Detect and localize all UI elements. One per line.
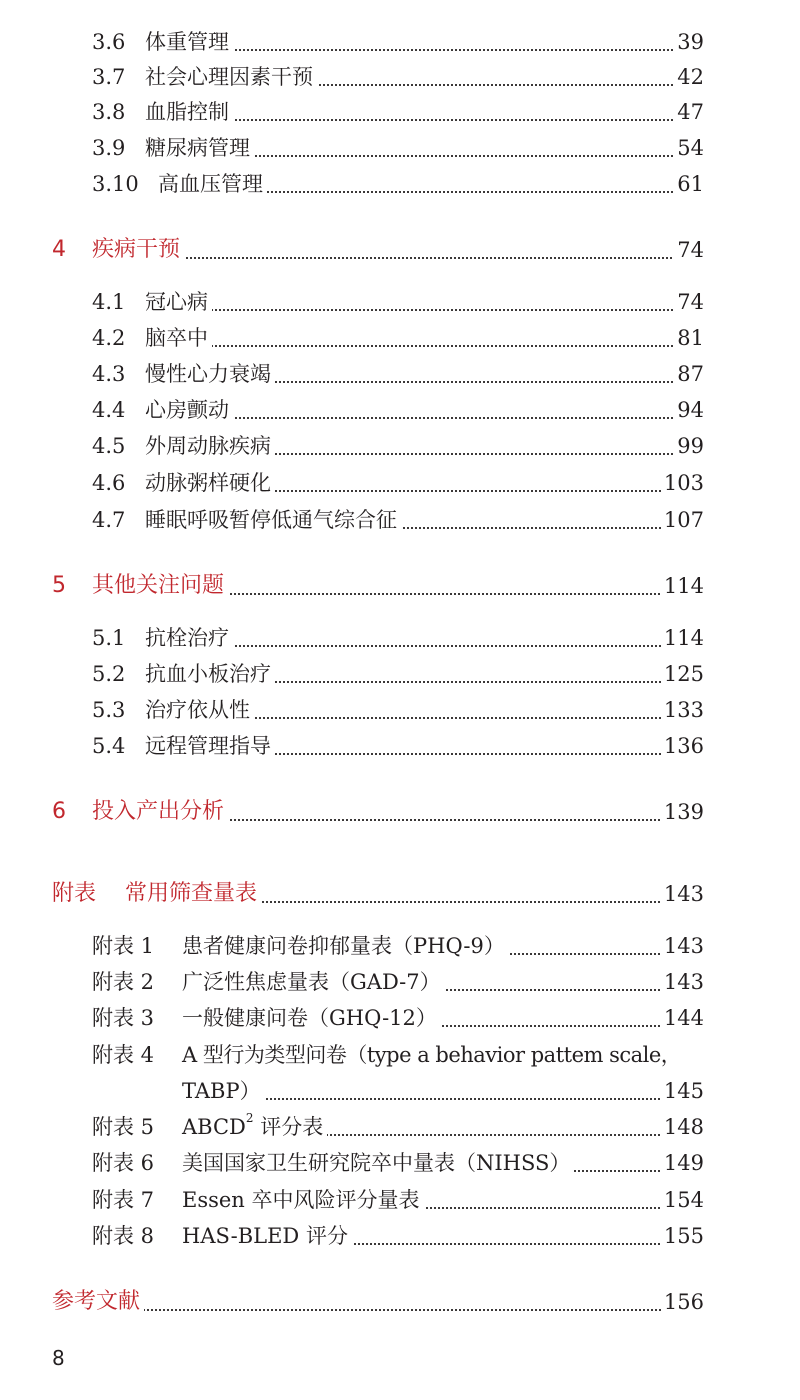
entry-title: 外周动脉疾病 <box>145 428 275 464</box>
entry-title: 心房颤动 <box>145 392 233 428</box>
toc-chapter-5[interactable] <box>0 568 800 604</box>
toc-entry-5-1[interactable] <box>0 620 800 656</box>
entry-number: 5.1 <box>92 626 126 650</box>
entry-number: 3.10 <box>92 172 139 196</box>
dot-leader <box>150 593 676 595</box>
entry-title: 体重管理 <box>145 24 233 60</box>
entry-number: 5.4 <box>92 734 126 758</box>
dot-leader <box>150 257 676 259</box>
entry-page: 107 <box>661 502 704 538</box>
appendix-item-label: 附表 1 <box>92 934 155 958</box>
page-number: 8 <box>52 1346 65 1370</box>
entry-page: 47 <box>674 94 704 130</box>
dot-leader <box>200 417 676 419</box>
appendix-item-label: 附表 5 <box>92 1115 155 1139</box>
dot-leader <box>200 155 676 157</box>
appendix-item-page: 154 <box>661 1182 704 1218</box>
appendix-item-title: 广泛性焦虑量表（GAD-7） <box>182 964 445 1000</box>
toc-entry-5-4[interactable] <box>0 728 800 764</box>
entry-title: 冠心病 <box>145 284 212 320</box>
title-superscript: 2 <box>245 1111 254 1125</box>
entry-number: 4.3 <box>92 362 126 386</box>
entry-page: 125 <box>661 656 704 692</box>
appendix-item-label: 附表 7 <box>92 1188 155 1212</box>
appendix-item-label: 附表 4 <box>92 1043 155 1067</box>
entry-title: 高血压管理 <box>158 166 267 202</box>
appendix-item-label: 附表 2 <box>92 970 155 994</box>
chapter-page: 114 <box>661 568 704 604</box>
toc-entry-4-4[interactable] <box>0 392 800 428</box>
toc-entry-4-2[interactable] <box>0 320 800 356</box>
entry-page: 87 <box>674 356 704 392</box>
entry-number: 4.2 <box>92 326 126 350</box>
dot-leader <box>200 119 676 121</box>
entry-page: 94 <box>674 392 704 428</box>
appendix-item-page: 145 <box>661 1073 704 1109</box>
entry-title: 糖尿病管理 <box>145 130 254 166</box>
toc-entry-4-1[interactable] <box>0 284 800 320</box>
appendix-item-label: 附表 3 <box>92 1006 155 1030</box>
appendix-item-title: HAS-BLED 评分 <box>182 1218 352 1254</box>
entry-number: 4.5 <box>92 434 126 458</box>
toc-entry-4-7[interactable] <box>0 502 800 538</box>
entry-number: 3.9 <box>92 136 126 160</box>
entry-page: 39 <box>674 24 704 60</box>
toc-appendix-3[interactable] <box>0 1000 800 1036</box>
chapter-page: 74 <box>674 232 704 268</box>
entry-page: 81 <box>674 320 704 356</box>
toc-appendix-1[interactable] <box>0 928 800 964</box>
toc-entry-5-3[interactable] <box>0 692 800 728</box>
appendix-item-page: 143 <box>661 928 704 964</box>
appendix-item-title-line1: A 型行为类型问卷（type a behavior pattem scale， <box>182 1043 682 1067</box>
chapter-number: 4 <box>52 237 66 262</box>
entry-page: 99 <box>674 428 704 464</box>
entry-page: 114 <box>661 620 704 656</box>
chapter-page: 139 <box>661 794 704 830</box>
dot-leader <box>250 1098 676 1100</box>
appendix-item-title: 美国国家卫生研究院卒中量表（NIHSS） <box>182 1145 574 1181</box>
appendix-item-label: 附表 6 <box>92 1151 155 1175</box>
entry-number: 3.7 <box>92 65 126 89</box>
toc-entry-3-7[interactable] <box>0 59 800 95</box>
dot-leader <box>200 717 676 719</box>
appendix-item-title: 一般健康问卷（GHQ-12） <box>182 1000 441 1036</box>
dot-leader <box>200 345 676 347</box>
toc-entry-3-9[interactable] <box>0 130 800 166</box>
dot-leader <box>220 191 676 193</box>
chapter-number: 6 <box>52 799 66 824</box>
toc-entry-3-10[interactable] <box>0 166 800 202</box>
dot-leader <box>200 49 676 51</box>
references-title: 参考文献 <box>52 1284 144 1320</box>
appendix-page: 143 <box>661 876 704 912</box>
toc-appendix-heading[interactable] <box>0 876 800 912</box>
chapter-title: 其他关注问题 <box>92 568 228 604</box>
dot-leader <box>120 1309 676 1311</box>
appendix-item-label: 附表 8 <box>92 1224 155 1248</box>
appendix-item-title-line2: TABP） <box>182 1073 265 1109</box>
entry-page: 103 <box>661 465 704 501</box>
dot-leader <box>200 309 676 311</box>
appendix-item-title: Essen 卒中风险评分量表 <box>182 1182 424 1218</box>
entry-page: 133 <box>661 692 704 728</box>
entry-title: 脑卒中 <box>145 320 212 356</box>
toc-entry-4-6[interactable] <box>0 465 800 501</box>
toc-entry-3-8[interactable] <box>0 94 800 130</box>
entry-number: 3.8 <box>92 100 126 124</box>
toc-entry-3-6[interactable] <box>0 24 800 60</box>
entry-title: 抗栓治疗 <box>145 620 233 656</box>
entry-title: 血脂控制 <box>145 94 233 130</box>
appendix-item-title: 患者健康问卷抑郁量表（PHQ-9） <box>182 928 509 964</box>
toc-appendix-2[interactable] <box>0 964 800 1000</box>
appendix-item-page: 149 <box>661 1145 704 1181</box>
toc-entry-4-5[interactable] <box>0 428 800 464</box>
entry-page: 136 <box>661 728 704 764</box>
appendix-label: 附表 <box>52 881 97 906</box>
entry-number: 4.7 <box>92 508 126 532</box>
appendix-item-page: 155 <box>661 1218 704 1254</box>
toc-appendix-6[interactable] <box>0 1145 800 1181</box>
title-main: ABCD <box>182 1115 246 1139</box>
appendix-item-page: 143 <box>661 964 704 1000</box>
toc-references[interactable] <box>0 1284 800 1320</box>
appendix-item-page: 144 <box>661 1000 704 1036</box>
appendix-item-page: 148 <box>661 1109 704 1145</box>
entry-title: 慢性心力衰竭 <box>145 356 275 392</box>
toc-appendix-7[interactable] <box>0 1182 800 1218</box>
entry-number: 3.6 <box>92 30 126 54</box>
entry-number: 4.4 <box>92 398 126 422</box>
toc-entry-4-3[interactable] <box>0 356 800 392</box>
entry-title: 远程管理指导 <box>145 728 275 764</box>
entry-title: 睡眠呼吸暂停低通气综合征 <box>145 502 401 538</box>
entry-title: 治疗依从性 <box>145 692 254 728</box>
entry-page: 42 <box>674 59 704 95</box>
toc-appendix-4[interactable] <box>0 1037 800 1109</box>
chapter-title: 疾病干预 <box>92 232 184 268</box>
entry-number: 4.6 <box>92 471 126 495</box>
chapter-number: 5 <box>52 573 66 598</box>
entry-page: 74 <box>674 284 704 320</box>
entry-title: 动脉粥样硬化 <box>145 465 275 501</box>
entry-number: 4.1 <box>92 290 126 314</box>
appendix-title: 常用筛查量表 <box>125 876 261 912</box>
entry-page: 54 <box>674 130 704 166</box>
toc-appendix-8[interactable] <box>0 1218 800 1254</box>
dot-leader <box>200 645 676 647</box>
toc-chapter-4[interactable] <box>0 232 800 268</box>
toc-appendix-5[interactable] <box>0 1109 800 1145</box>
entry-number: 5.2 <box>92 662 126 686</box>
title-suffix: 评分表 <box>253 1115 324 1139</box>
chapter-title: 投入产出分析 <box>92 794 228 830</box>
dot-leader <box>150 819 676 821</box>
appendix-item-title <box>182 1109 327 1145</box>
entry-page: 61 <box>674 166 704 202</box>
entry-number: 5.3 <box>92 698 126 722</box>
entry-title: 社会心理因素干预 <box>145 59 317 95</box>
toc-entry-5-2[interactable] <box>0 656 800 692</box>
references-page: 156 <box>661 1284 704 1320</box>
toc-chapter-6[interactable] <box>0 794 800 830</box>
entry-title: 抗血小板治疗 <box>145 656 275 692</box>
